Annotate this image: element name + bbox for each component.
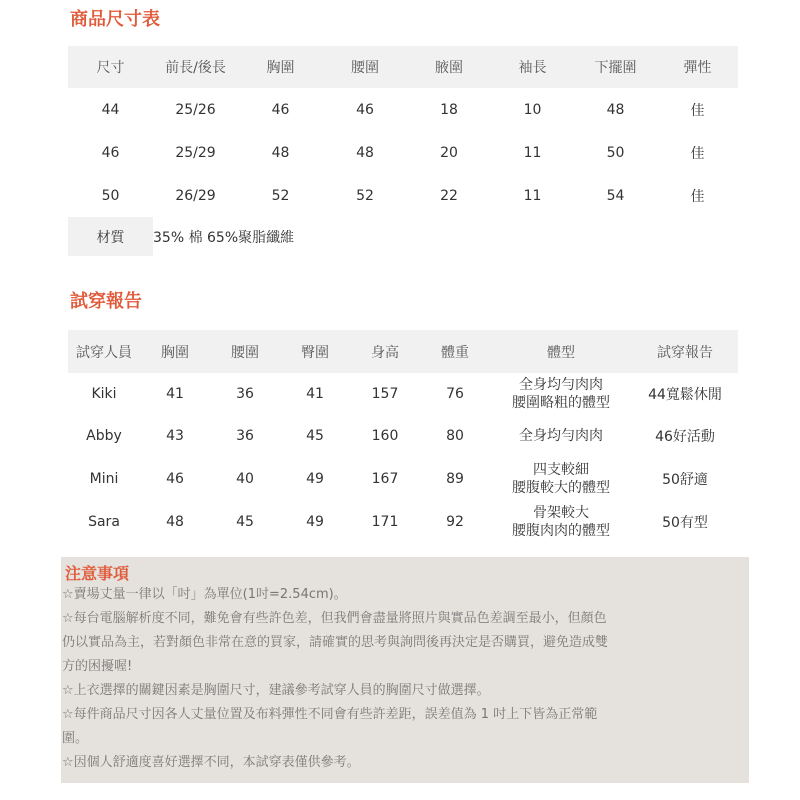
size-cell: 46 — [271, 101, 290, 118]
fitting-cell-chest: 41 — [166, 386, 184, 402]
size-cell: 11 — [523, 144, 542, 161]
fitting-table-title: 試穿報告 — [70, 291, 142, 312]
note-line: ☆每件商品尺寸因各人丈量位置及布料彈性不同會有些許差距，誤差值為 1 吋上下皆為正常範 — [62, 707, 598, 722]
fitting-table-header-row — [68, 330, 738, 373]
body-type-line: 腰圍略粗的體型 — [512, 395, 610, 411]
size-cell: 22 — [440, 187, 458, 204]
fitting-cell-height: 157 — [371, 386, 399, 402]
fitting-cell-body-type — [490, 373, 632, 415]
fitting-table — [68, 330, 738, 543]
fitting-cell-body-type — [490, 415, 632, 457]
table-row — [68, 174, 738, 217]
size-cell: 50 — [101, 187, 120, 204]
fitting-cell-name: Kiki — [91, 386, 117, 402]
size-cell: 52 — [271, 187, 290, 204]
size-header-cell: 腋圍 — [407, 46, 491, 88]
fitting-cell-hip: 49 — [306, 513, 324, 530]
fitting-cell-height: 160 — [371, 428, 399, 444]
size-cell: 18 — [440, 101, 458, 118]
size-cell: 52 — [356, 187, 374, 204]
table-row — [68, 457, 738, 500]
size-cell: 50 — [606, 144, 625, 161]
note-line: ☆每台電腦解析度不同，難免會有些許色差，但我們會盡量將照片與實品色差調至最小，但顏色 — [62, 611, 607, 626]
fitting-cell-report: 50有型 — [662, 514, 708, 531]
fitting-cell-chest: 43 — [166, 428, 184, 444]
body-type-line: 四支較細 — [533, 461, 589, 478]
size-cell: 25/26 — [175, 101, 216, 118]
fitting-header-cell: 臀圍 — [280, 330, 350, 373]
size-cell: 48 — [356, 144, 374, 161]
size-cell: 20 — [440, 144, 458, 161]
size-cell: 46 — [101, 144, 120, 161]
fitting-cell-name: Sara — [88, 513, 120, 530]
fitting-cell-weight: 76 — [446, 386, 464, 402]
table-row — [68, 88, 738, 131]
note-line: ☆上衣選擇的關鍵因素是胸圍尺寸，建議參考試穿人員的胸圍尺寸做選擇。 — [62, 683, 490, 698]
notes-list — [62, 583, 748, 775]
notes-title: 注意事項 — [65, 564, 130, 583]
fitting-cell-weight: 89 — [446, 470, 464, 487]
notes-box — [61, 557, 749, 783]
table-row — [68, 500, 738, 543]
fitting-cell-chest: 48 — [166, 513, 184, 530]
fitting-cell-waist: 45 — [236, 513, 254, 530]
body-type-line: 全身均勻肉肉 — [519, 377, 603, 393]
material-row — [68, 217, 738, 256]
fitting-cell-report: 50舒適 — [662, 471, 708, 488]
fitting-cell-hip: 41 — [306, 386, 324, 402]
fitting-cell-report: 46好活動 — [655, 429, 715, 445]
size-cell: 26/29 — [175, 187, 216, 204]
size-cell: 11 — [523, 187, 542, 204]
size-cell: 48 — [606, 101, 625, 118]
table-row — [68, 415, 738, 457]
fitting-cell-hip: 45 — [306, 428, 324, 444]
fitting-cell-height: 171 — [371, 513, 399, 530]
size-header-cell: 胸圍 — [238, 46, 323, 88]
size-cell: 44 — [101, 101, 120, 118]
note-line: 圍。 — [62, 731, 89, 746]
size-cell: 佳 — [690, 145, 705, 162]
note-line: ☆因個人舒適度喜好選擇不同，本試穿表僅供參考。 — [62, 755, 360, 770]
fitting-header-cell: 身高 — [350, 330, 420, 373]
size-table-header-row — [68, 46, 738, 88]
body-type-line: 腰腹肉肉的體型 — [512, 522, 610, 539]
fitting-cell-name: Mini — [89, 470, 119, 487]
note-line: 仍以實品為主，若對顏色非常在意的買家，請確實的思考與詢問後再決定是否購買，避免造成雙 — [62, 635, 609, 650]
size-cell: 25/29 — [175, 144, 216, 161]
size-header-cell: 腰圍 — [323, 46, 407, 88]
material-label: 材質 — [68, 217, 153, 256]
fitting-header-cell: 體型 — [490, 330, 632, 373]
fitting-cell-body-type — [490, 500, 632, 543]
size-header-cell: 彈性 — [657, 46, 738, 88]
table-row — [68, 131, 738, 174]
size-header-cell: 袖長 — [491, 46, 574, 88]
size-header-cell: 前長/後長 — [153, 46, 238, 88]
note-line: 方的困擾喔! — [62, 659, 133, 674]
size-cell: 46 — [356, 101, 374, 118]
fitting-cell-waist: 36 — [236, 428, 254, 444]
table-row — [68, 373, 738, 415]
size-header-cell: 尺寸 — [68, 46, 153, 88]
fitting-cell-body-type — [490, 457, 632, 500]
fitting-cell-waist: 40 — [236, 470, 254, 487]
fitting-cell-hip: 49 — [306, 470, 324, 487]
fitting-cell-report: 44寬鬆休閒 — [648, 387, 722, 403]
body-type-line: 腰腹較大的體型 — [512, 479, 610, 496]
size-cell: 佳 — [690, 188, 705, 205]
fitting-cell-height: 167 — [371, 470, 399, 487]
body-type-line: 骨架較大 — [533, 504, 589, 521]
fitting-header-cell: 體重 — [420, 330, 490, 373]
fitting-cell-weight: 92 — [446, 513, 464, 530]
fitting-header-cell: 試穿人員 — [68, 330, 140, 373]
material-value: 35% 棉 65%聚脂纖維 — [153, 229, 295, 246]
fitting-cell-waist: 36 — [236, 386, 254, 402]
size-header-cell: 下擺圍 — [574, 46, 657, 88]
size-cell: 10 — [523, 101, 542, 118]
fitting-header-cell: 腰圍 — [210, 330, 280, 373]
fitting-cell-weight: 80 — [446, 428, 464, 444]
size-table-title: 商品尺寸表 — [70, 9, 160, 30]
size-cell: 48 — [271, 144, 290, 161]
fitting-cell-chest: 46 — [166, 470, 184, 487]
size-cell: 54 — [606, 187, 625, 204]
fitting-header-cell: 胸圍 — [140, 330, 210, 373]
fitting-cell-name: Abby — [86, 428, 122, 444]
fitting-header-cell: 試穿報告 — [632, 330, 738, 373]
note-line: ☆賣場丈量一律以「吋」為單位(1吋=2.54cm)。 — [62, 587, 347, 602]
body-type-line: 全身均勻肉肉 — [519, 428, 603, 444]
size-table — [68, 46, 738, 256]
size-cell: 佳 — [690, 102, 705, 119]
